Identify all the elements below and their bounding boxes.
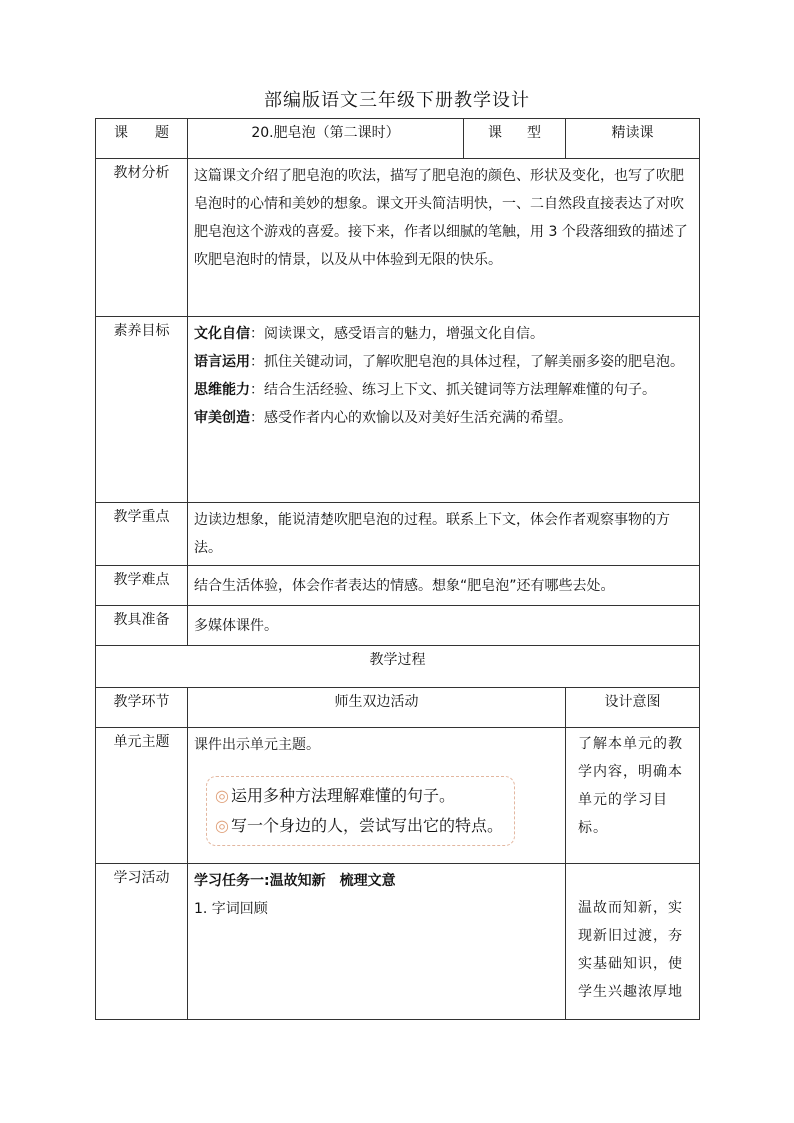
page-title: 部编版语文三年级下册教学设计 [264,90,530,111]
activity-label: 学习活动 [96,864,188,1020]
task-title: 学习任务一:温故知新 梳理文意 [194,873,396,889]
task-step: 1. 字词回顾 [194,901,268,917]
key-points-text: 边读边想象，能说清楚吹肥皂泡的过程。联系上下文，体会作者观察事物的方法。 [188,503,700,566]
lesson-title: 20.肥皂泡（第二课时） [188,119,464,159]
col-intent: 设计意图 [566,688,700,728]
goals-content [188,317,700,503]
type-label: 课 型 [464,119,566,159]
analysis-text: 这篇课文介绍了肥皂泡的吹法，描写了肥皂泡的颜色、形状及变化，也写了吹肥皂泡时的心情和美妙的想象。课文开头简洁明快，一、二自然段直接表达了对吹肥皂泡这个游戏的喜爱。接下来，作者以细腻的笔触，用 3 个段落细致的描述了吹肥皂泡时的情景，以及从中体验到无限的快乐。 [188,159,700,317]
bullet-icon: ◎ [215,786,229,805]
activity-intent: 温故而知新，实现新旧过渡，夯实基础知识，使学生兴趣浓厚地 [566,864,700,1020]
unit-theme-item: ◎ 写一个身边的人，尝试写出它的特点。 [215,816,503,835]
goals-label: 素养目标 [96,317,188,503]
unit-theme-box [206,776,515,846]
lesson-label: 课 题 [96,119,188,159]
unit-theme-item: ◎ 运用多种方法理解难懂的句子。 [215,786,455,805]
unit-content [188,728,566,864]
key-points-label: 教学重点 [96,503,188,566]
key-points-row [96,503,700,566]
lesson-type: 精读课 [566,119,700,159]
process-header-row [96,688,700,728]
goal-item: 思维能力：结合生活经验、练习上下文、抓关键词等方法理解难懂的句子。 [194,382,656,398]
bullet-icon: ◎ [215,816,229,835]
activity-row [96,864,700,1020]
lesson-plan-table [95,118,700,1020]
activity-content [188,864,566,1020]
col-stage: 教学环节 [96,688,188,728]
unit-row [96,728,700,864]
header-row [96,119,700,159]
unit-label: 单元主题 [96,728,188,864]
difficulties-text: 结合生活体验，体会作者表达的情感。想象“肥皂泡”还有哪些去处。 [188,566,700,606]
process-title-row [96,646,700,688]
unit-intro: 课件出示单元主题。 [194,737,320,753]
difficulties-row [96,566,700,606]
materials-row [96,606,700,646]
col-activity: 师生双边活动 [188,688,566,728]
goal-item: 文化自信：阅读课文，感受语言的魅力，增强文化自信。 [194,326,544,342]
materials-label: 教具准备 [96,606,188,646]
analysis-row [96,159,700,317]
goal-item: 语言运用：抓住关键动词，了解吹肥皂泡的具体过程，了解美丽多姿的肥皂泡。 [194,354,684,370]
goals-row [96,317,700,503]
materials-text: 多媒体课件。 [188,606,700,646]
unit-intent: 了解本单元的教学内容，明确本单元的学习目标。 [566,728,700,864]
difficulties-label: 教学难点 [96,566,188,606]
process-title: 教学过程 [96,646,700,688]
goal-item: 审美创造：感受作者内心的欢愉以及对美好生活充满的希望。 [194,410,572,426]
analysis-label: 教材分析 [96,159,188,317]
